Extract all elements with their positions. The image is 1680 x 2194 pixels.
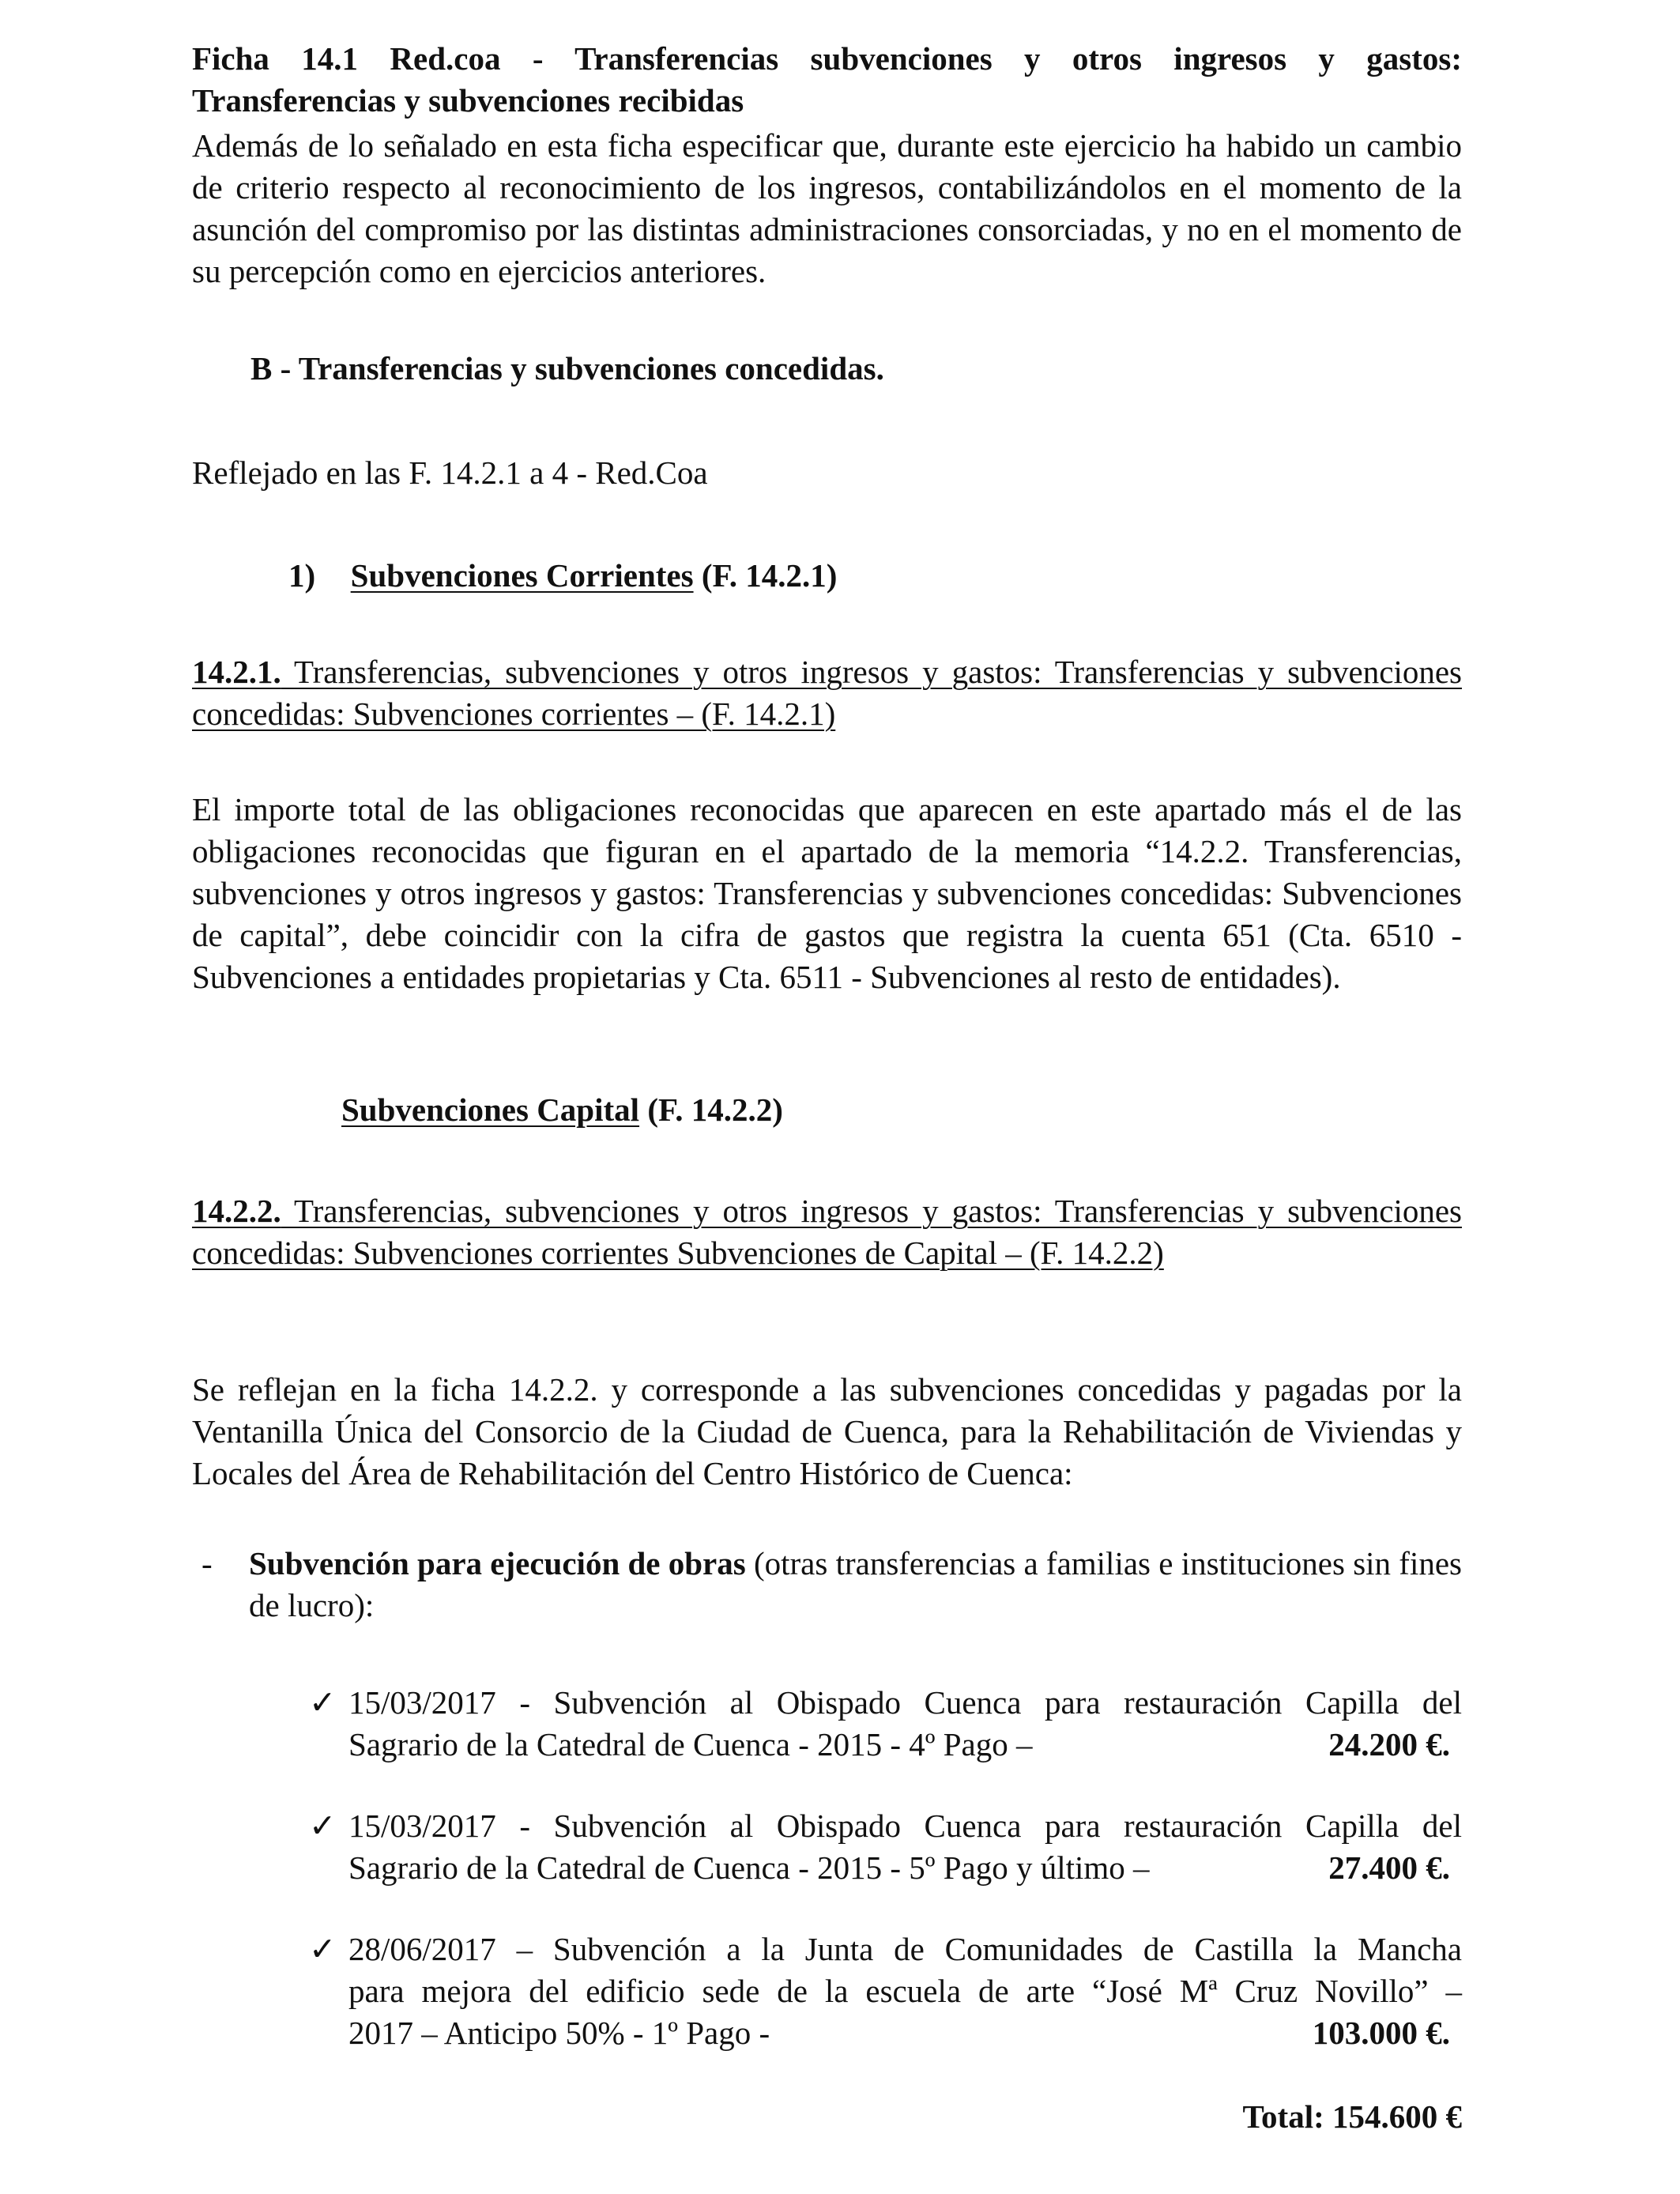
corrientes-code-text: Transferencias, subvenciones y otros ingresos y gastos: Transferencias y subvenciones concedidas: Subvenciones corrientes – (F. 14.2.1) bbox=[192, 654, 1462, 732]
capital-paragraph: Se reflejan en la ficha 14.2.2. y corresponde a las subvenciones concedidas y pagadas por la Ventanilla Única del Consorcio de la Ciudad de Cuenca, para la Rehabilitación de Viviendas y Locales del Área de Rehabilitación del Centro Histórico de Cuenca: bbox=[192, 1371, 1462, 1491]
ficha-title-line2: Transferencias y subvenciones recibidas bbox=[192, 82, 744, 119]
obras-rest: (otras transferencias a familias e instituciones sin fines de lucro): bbox=[249, 1545, 1463, 1623]
check-icon: ✓ bbox=[309, 1931, 337, 1967]
corrientes-code: 14.2.1. bbox=[192, 654, 281, 690]
corrientes-number: 1) bbox=[288, 557, 316, 594]
item-3-amount: 103.000 €. bbox=[1312, 2015, 1450, 2051]
item-3-line1: 28/06/2017 – Subvención a la Junta de Comunidades de Castilla la Mancha bbox=[348, 1931, 1462, 1967]
obras-bullet bbox=[192, 1543, 1462, 1627]
corrientes-paragraph: El importe total de las obligaciones reconocidas que aparecen en este apartado más el de las obligaciones reconocidas que figuran en el apartado de la memoria “14.2.2. Transferencias, subvenciones y otros ingresos y gastos: Transferencias y subvenciones concedidas: Subvenciones de capital”, debe coincidir con la cifra de gastos que registra la cuenta 651 (Cta. 6510 - Subvenciones a entidades propietarias y Cta. 6511 - Subvenciones al resto de entidades). bbox=[192, 791, 1462, 995]
item-2-amount: 27.400 €. bbox=[1328, 1849, 1450, 1886]
corrientes-title: Subvenciones Corrientes bbox=[350, 557, 694, 594]
item-1 bbox=[192, 1682, 1462, 1766]
capital-description bbox=[192, 1190, 1462, 1274]
capital-heading bbox=[341, 1089, 783, 1131]
item-3-line2: 2017 – Anticipo 50% - 1º Pago - bbox=[348, 2015, 770, 2051]
item-1-amount: 24.200 €. bbox=[1328, 1726, 1450, 1762]
ficha-14-1-paragraph: Además de lo señalado en esta ficha especificar que, durante este ejercicio ha habido un cambio de criterio respecto al reconocimiento de los ingresos, contabilizándolos en el momento de la asunción del compromiso por las distintas administraciones consorciadas, y no en el momento de su percepción como en ejercicios anteriores. bbox=[192, 127, 1462, 289]
item-2-line2: Sagrario de la Catedral de Cuenca - 2015 - 5º Pago y último – bbox=[348, 1849, 1150, 1886]
item-2-line1: 15/03/2017 - Subvención al Obispado Cuenca para restauración Capilla del bbox=[348, 1808, 1462, 1844]
obras-bold: Subvención para ejecución de obras bbox=[249, 1545, 746, 1581]
item-3-line2-row bbox=[348, 2012, 1450, 2054]
item-2-line2-row bbox=[348, 1847, 1450, 1889]
capital-code-text: Transferencias, subvenciones y otros ingresos y gastos: Transferencias y subvenciones concedidas: Subvenciones corrientes Subvenciones de Capital – (F. 14.2.2) bbox=[192, 1193, 1462, 1271]
capital-code: 14.2.2. bbox=[192, 1193, 281, 1229]
check-icon: ✓ bbox=[309, 1808, 337, 1844]
corrientes-description bbox=[192, 651, 1462, 735]
item-3-line1b: para mejora del edificio sede de la escuela de arte “José Mª Cruz Novillo” – bbox=[348, 1973, 1462, 2009]
item-1-line2: Sagrario de la Catedral de Cuenca - 2015 - 4º Pago – bbox=[348, 1726, 1033, 1762]
item-1-line2-row bbox=[348, 1724, 1450, 1766]
item-2 bbox=[192, 1805, 1462, 1889]
corrientes-heading bbox=[288, 555, 837, 597]
capital-ref: (F. 14.2.2) bbox=[647, 1091, 783, 1128]
section-b-heading: B - Transferencias y subvenciones concedidas. bbox=[250, 350, 884, 386]
item-3 bbox=[192, 1928, 1462, 2054]
capital-title: Subvenciones Capital bbox=[341, 1091, 640, 1128]
corrientes-ref: (F. 14.2.1) bbox=[701, 557, 838, 594]
ficha-title-line1: Ficha 14.1 Red.coa - Transferencias subvenciones y otros ingresos y gastos: bbox=[192, 40, 1462, 77]
check-icon: ✓ bbox=[309, 1684, 337, 1721]
ficha-14-1-title bbox=[192, 38, 1462, 122]
item-1-line1: 15/03/2017 - Subvención al Obispado Cuenca para restauración Capilla del bbox=[348, 1684, 1462, 1721]
obras-text bbox=[249, 1543, 1462, 1627]
total-amount: Total: 154.600 € bbox=[1242, 2098, 1462, 2135]
obras-dash: - bbox=[202, 1545, 213, 1581]
reflejado-text: Reflejado en las F. 14.2.1 a 4 - Red.Coa bbox=[192, 454, 708, 491]
